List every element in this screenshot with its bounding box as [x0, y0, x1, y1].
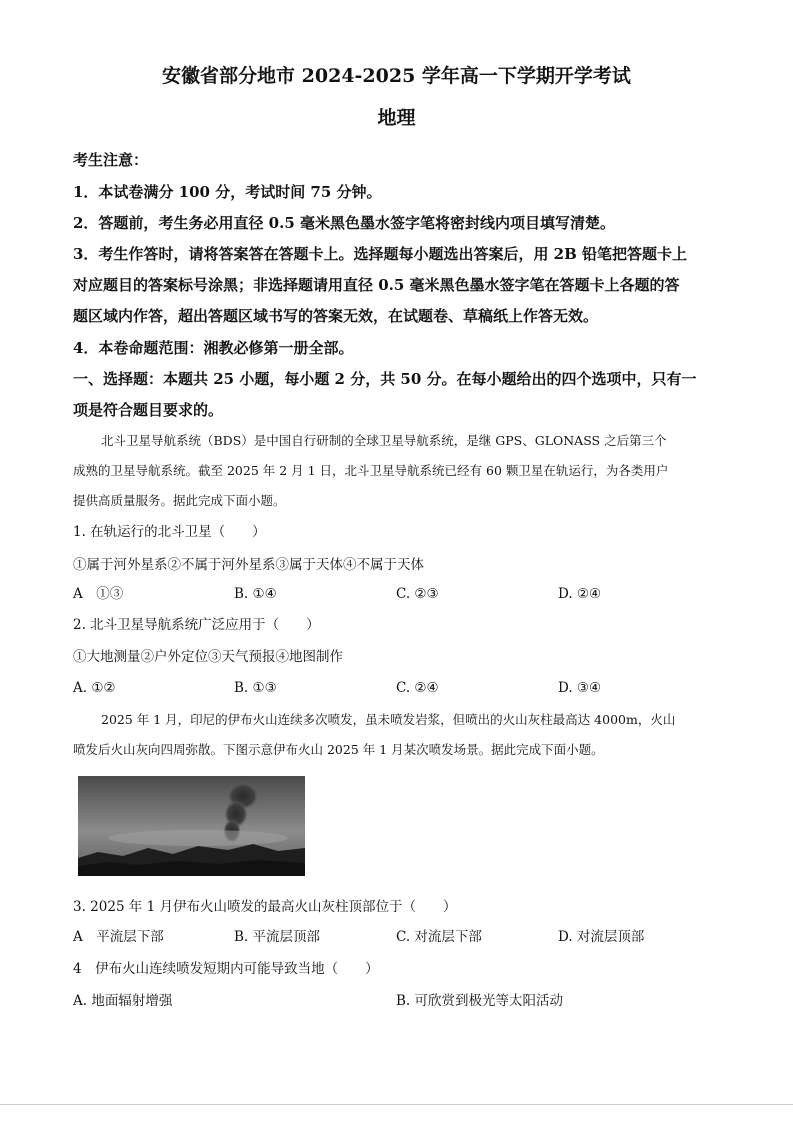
question-4-stem: 4 伊布火山连续喷发短期内可能导致当地（ ） — [73, 961, 379, 977]
exam-title: 安徽省部分地市 2024-2025 学年高一下学期开学考试 — [162, 65, 631, 87]
notice-item-4: 4．本卷命题范围：湘教必修第一册全部。 — [73, 339, 354, 357]
question-1-stem: 1. 在轨运行的北斗卫星（ ） — [73, 524, 266, 540]
question-2-option-d: D. ③④ — [558, 680, 602, 696]
question-2-statements: ①大地测量②户外定位③天气预报④地图制作 — [73, 649, 343, 665]
section-1-instructions-line-1: 一、选择题：本题共 25 小题，每小题 2 分，共 50 分。在每小题给出的四个选项中，只有一 — [73, 370, 697, 388]
question-3-option-a: A 平流层下部 — [73, 929, 164, 945]
page-bottom-rule — [0, 1104, 793, 1105]
notice-heading: 考生注意： — [73, 151, 149, 169]
notice-item-3-line-3: 题区域内作答，超出答题区域书写的答案无效，在试题卷、草稿纸上作答无效。 — [73, 307, 599, 325]
passage-2-line-1: 2025 年 1 月，印尼的伊布火山连续多次喷发，虽未喷发岩浆，但喷出的火山灰柱最高达 4000m，火山 — [101, 712, 676, 727]
question-3-option-d: D. 对流层顶部 — [558, 929, 645, 945]
passage-1-line-2: 成熟的卫星导航系统。截至 2025 年 2 月 1 日，北斗卫星导航系统已经有 60 颗卫星在轨运行，为各类用户 — [73, 463, 669, 478]
question-1-option-a: A ①③ — [73, 586, 124, 602]
passage-1-line-1: 北斗卫星导航系统（BDS）是中国自行研制的全球卫星导航系统，是继 GPS、GLONASS 之后第三个 — [101, 433, 667, 448]
notice-item-2: 2．答题前，考生务必用直径 0.5 毫米黑色墨水签字笔将密封线内项目填写清楚。 — [73, 214, 615, 232]
question-1-option-c: C. ②③ — [396, 586, 439, 602]
question-2-option-c: C. ②④ — [396, 680, 439, 696]
notice-item-1: 1．本试卷满分 100 分，考试时间 75 分钟。 — [73, 183, 382, 201]
question-3-stem: 3. 2025 年 1 月伊布火山喷发的最高火山灰柱顶部位于（ ） — [73, 899, 457, 915]
question-2-option-a: A. ①② — [73, 680, 116, 696]
notice-item-3-line-2: 对应题目的答案标号涂黑；非选择题请用直径 0.5 毫米黑色墨水签字笔在答题卡上各题的答 — [73, 276, 680, 294]
question-4-option-b: B. 可欣赏到极光等太阳活动 — [396, 993, 564, 1009]
question-2-stem: 2. 北斗卫星导航系统广泛应用于（ ） — [73, 617, 320, 633]
notice-item-3-line-1: 3．考生作答时，请将答案答在答题卡上。选择题每小题选出答案后，用 2B 铅笔把答题卡上 — [73, 245, 688, 263]
question-1-statements: ①属于河外星系②不属于河外星系③属于天体④不属于天体 — [73, 557, 424, 573]
passage-2-line-2: 喷发后火山灰向四周弥散。下图示意伊布火山 2025 年 1 月某次喷发场景。据此完成下面小题。 — [73, 742, 604, 757]
question-3-option-b: B. 平流层顶部 — [234, 929, 321, 945]
passage-1-line-3: 提供高质量服务。据此完成下面小题。 — [73, 493, 286, 508]
exam-subject: 地理 — [377, 107, 416, 129]
question-4-option-a: A. 地面辐射增强 — [73, 993, 173, 1009]
question-1-option-b: B. ①④ — [234, 586, 277, 602]
volcano-eruption-photo — [78, 776, 305, 876]
question-3-option-c: C. 对流层下部 — [396, 929, 482, 945]
question-1-option-d: D. ②④ — [558, 586, 602, 602]
question-2-option-b: B. ①③ — [234, 680, 277, 696]
section-1-instructions-line-2: 项是符合题目要求的。 — [73, 401, 224, 419]
